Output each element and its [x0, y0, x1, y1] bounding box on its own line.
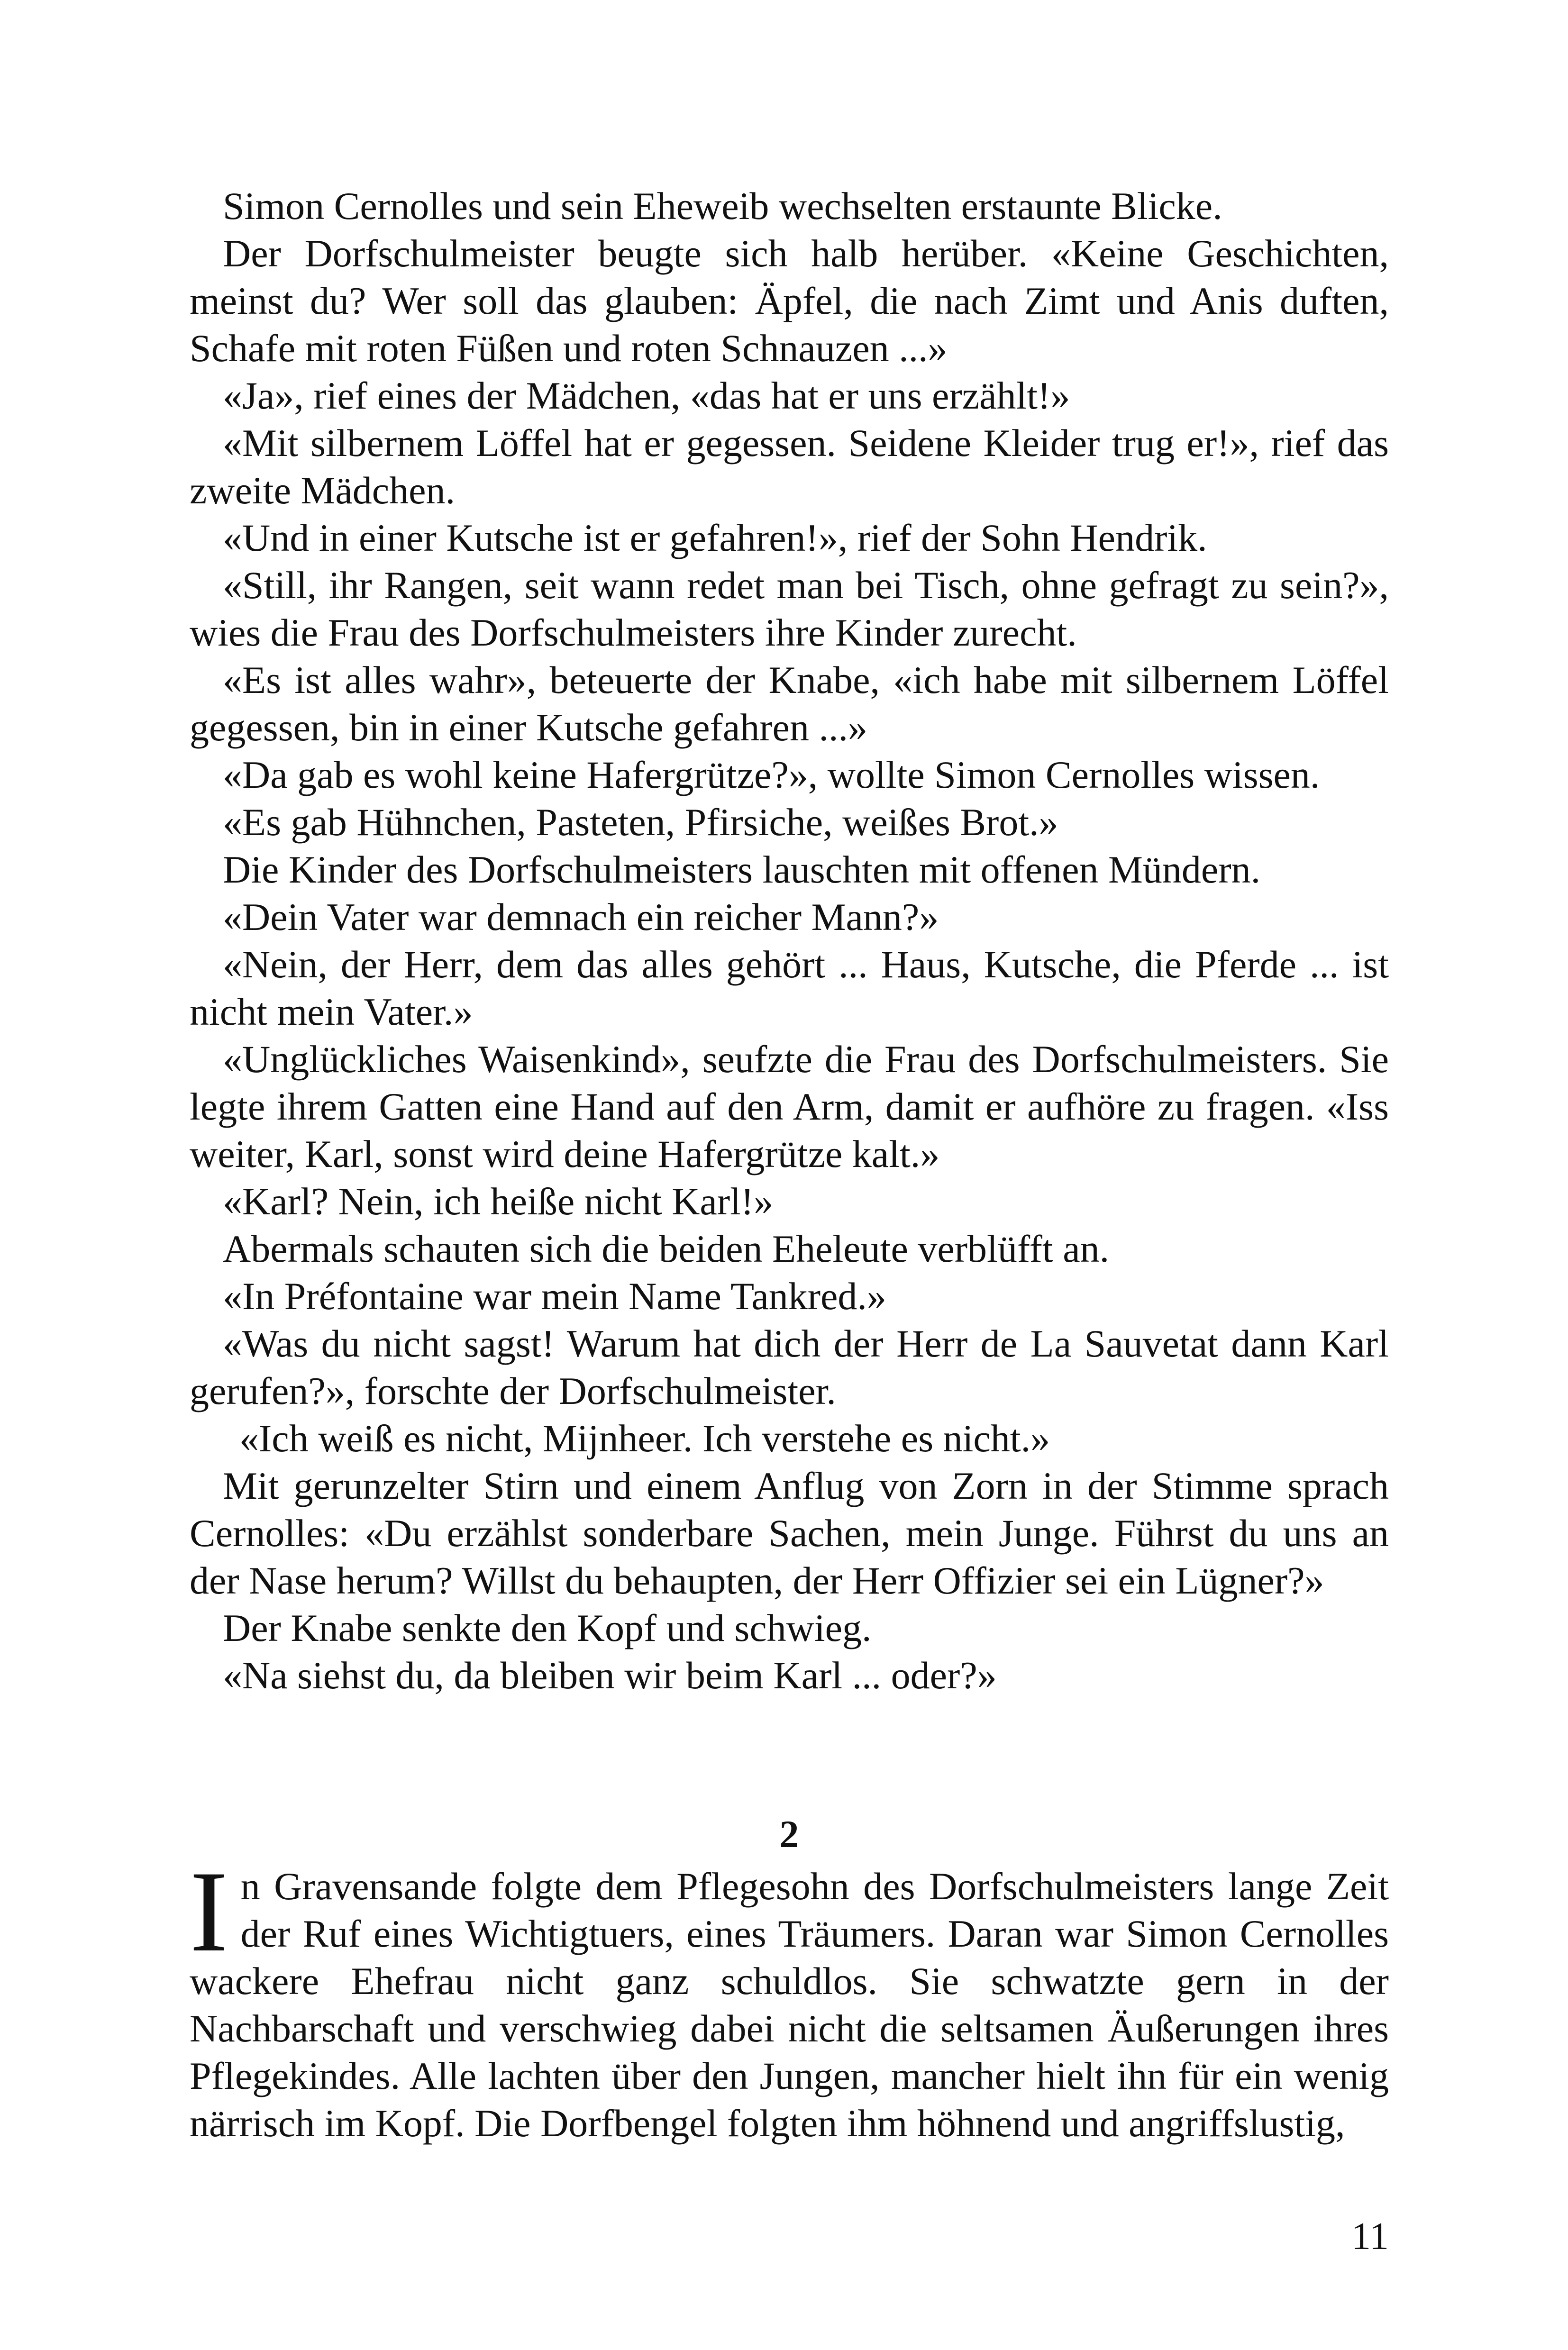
paragraph: «Da gab es wohl keine Hafergrütze?», wollte Simon Cernolles wissen.: [223, 753, 1320, 796]
paragraph: «Es ist alles wahr», beteuerte der Knabe, «ich habe mit silbernem Löffel gegessen, bin in einer Kutsche gefahren ...»: [190, 658, 1389, 749]
paragraph: «In Préfontaine war mein Name Tankred.»: [223, 1275, 886, 1318]
paragraph: Simon Cernolles und sein Eheweib wechselten erstaunte Blicke.: [223, 184, 1222, 228]
drop-cap: I: [190, 1847, 228, 1976]
paragraph: Abermals schauten sich die beiden Eheleute verblüfft an.: [223, 1227, 1110, 1270]
chapter-opening-text: n Gravensande folgte dem Pflegesohn des Dorfschulmeisters lange Zeit der Ruf eines Wichtigtuers, eines Träumers. Daran war Simon Cernolles wackere Ehefrau nicht ganz schuldlos. Sie schwatzte gern in der Nachbarschaft und verschwieg dabei nicht die seltsamen Äußerungen ihres Pflegekindes. Alle lachten über den Jungen, mancher hielt ihn für ein wenig närrisch im Kopf. Die Dorfbengel folgten ihm höhnend und angriffslustig,: [190, 1865, 1389, 2145]
chapter-opening-paragraph: [190, 1847, 1389, 2147]
chapter-number: 2: [779, 1813, 799, 1856]
paragraph: Der Knabe senkte den Kopf und schwieg.: [223, 1606, 872, 1649]
paragraph: «Was du nicht sagst! Warum hat dich der Herr de La Sauvetat dann Karl gerufen?», forschte der Dorfschulmeister.: [190, 1322, 1389, 1412]
paragraph: «Es gab Hühnchen, Pasteten, Pfirsiche, weißes Brot.»: [223, 801, 1058, 844]
paragraph: «Karl? Nein, ich heiße nicht Karl!»: [223, 1180, 774, 1223]
paragraph: «Nein, der Herr, dem das alles gehört ... Haus, Kutsche, die Pferde ... ist nicht mein Vater.»: [190, 943, 1389, 1033]
paragraph: «Und in einer Kutsche ist er gefahren!», rief der Sohn Hendrik.: [223, 516, 1207, 559]
paragraph: «Still, ihr Rangen, seit wann redet man bei Tisch, ohne gefragt zu sein?», wies die Frau des Dorfschulmeisters ihre Kinder zurecht.: [190, 564, 1389, 654]
page-body: [190, 182, 1389, 2147]
page-number: 11: [1351, 2214, 1389, 2258]
paragraph: Die Kinder des Dorfschulmeisters lauschten mit offenen Mündern.: [223, 848, 1261, 891]
paragraph: «Na siehst du, da bleiben wir beim Karl ... oder?»: [223, 1654, 997, 1697]
paragraph: «Dein Vater war demnach ein reicher Mann?»: [223, 895, 939, 938]
paragraph: Mit gerunzelter Stirn und einem Anflug von Zorn in der Stimme sprach Cernolles: «Du erzählst sonderbare Sachen, mein Junge. Führst du uns an der Nase herum? Willst du behaupten, der Herr Offizier sei ein Lügner?»: [190, 1464, 1389, 1602]
paragraph: «Ja», rief eines der Mädchen, «das hat er uns erzählt!»: [223, 374, 1070, 417]
paragraph: Der Dorfschulmeister beugte sich halb herüber. «Keine Geschichten, meinst du? Wer soll das glauben: Äpfel, die nach Zimt und Anis duften, Schafe mit roten Füßen und roten Schnauzen ...»: [190, 232, 1389, 370]
paragraph: «Unglückliches Waisenkind», seufzte die Frau des Dorfschulmeisters. Sie legte ihrem Gatten eine Hand auf den Arm, damit er aufhöre zu fragen. «Iss weiter, Karl, sonst wird deine Hafergrütze kalt.»: [190, 1038, 1389, 1175]
paragraph: «Ich weiß es nicht, Mijnheer. Ich verstehe es nicht.»: [239, 1417, 1050, 1460]
paragraph: «Mit silbernem Löffel hat er gegessen. Seidene Kleider trug er!», rief das zweite Mädchen.: [190, 421, 1389, 512]
